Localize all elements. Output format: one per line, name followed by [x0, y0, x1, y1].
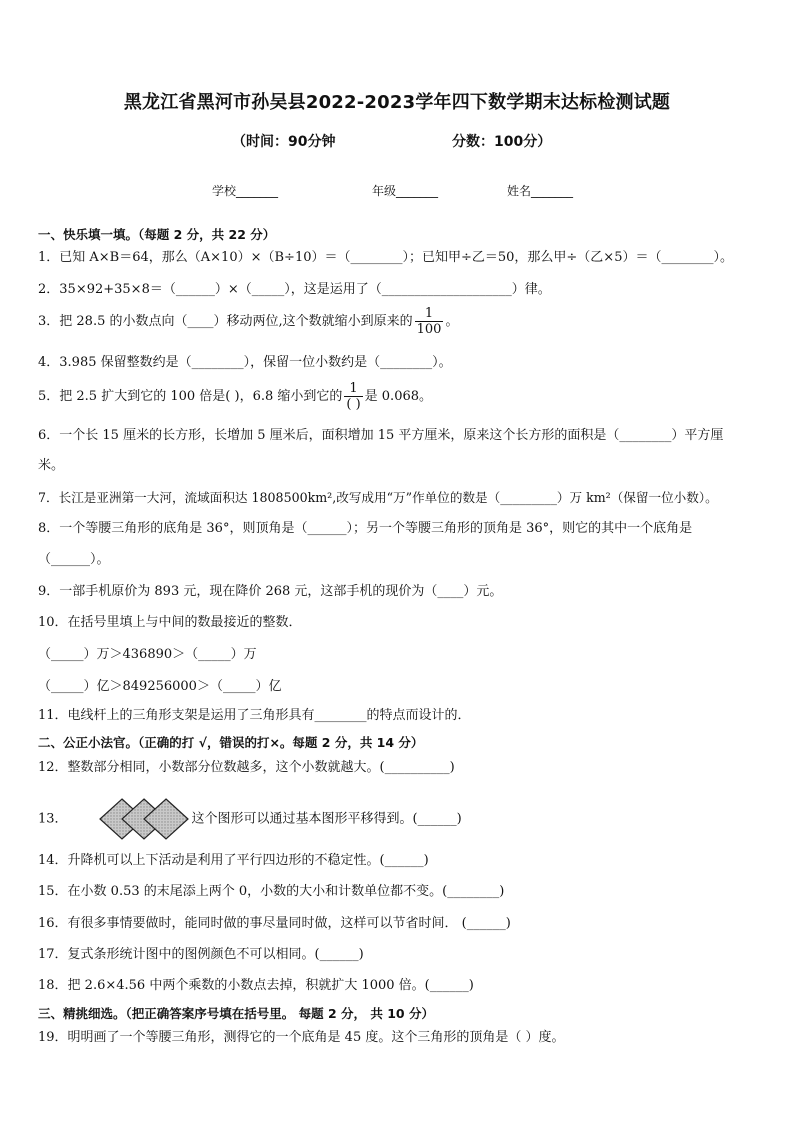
question-3-end: 。: [445, 314, 459, 329]
question-13-number: 13．: [38, 811, 68, 827]
total-score: 分数：100分）: [452, 134, 552, 150]
question-1: 1．已知 A×B＝64，那么（A×10）×（B÷10）＝（________）；已知甲÷乙＝50，那么甲÷（乙×5）＝（________）。: [38, 250, 733, 265]
question-2: 2．35×92+35×8＝（______）×（_____），这是运用了（____________________）律。: [38, 282, 551, 297]
question-5: [38, 381, 432, 412]
fraction-1-100: [415, 306, 444, 337]
fraction-numerator: 1: [349, 381, 358, 396]
question-7: 7．长江是亚洲第一大河，流域面积达 1808500km²,改写成用“万”作单位的数是（_________）万 km²（保留一位小数）。: [38, 490, 718, 505]
question-10: 10．在括号里填上与中间的数最接近的整数．: [38, 615, 302, 630]
question-14: 14．升降机可以上下活动是利用了平行四边形的不稳定性。(______): [38, 853, 429, 868]
question-18: 18．把 2.6×4.56 中两个乘数的小数点去掉，积就扩大 1000 倍。(______): [38, 978, 474, 993]
question-19: 19．明明画了一个等腰三角形，测得它的一个底角是 45 度。这个三角形的顶角是（ ）度。: [38, 1030, 565, 1045]
question-15: 15．在小数 0.53 的末尾添上两个 0，小数的大小和计数单位都不变。(________): [38, 884, 505, 899]
fraction-numerator: 1: [424, 306, 434, 321]
question-11: 11．电线杆上的三角形支架是运用了三角形具有________的特点而设计的．: [38, 708, 471, 723]
question-16: 16．有很多事情要做时，能同时做的事尽量同时做，这样可以节省时间． (______): [38, 916, 511, 931]
section-heading-1: 一、快乐填一填。（每题 2 分，共 22 分）: [38, 227, 276, 242]
question-5-text: 5．把 2.5 扩大到它的 100 倍是( )，6.8 缩小到它的: [38, 389, 343, 404]
fraction-1-blank: [344, 381, 362, 412]
fraction-denominator: ( ): [346, 397, 361, 412]
question-3-text: 3．把 28.5 的小数点向（____）移动两位,这个数就缩小到原来的: [38, 314, 413, 329]
name-field[interactable]: 姓名_______: [507, 184, 574, 198]
question-3: [38, 306, 458, 337]
page-title: 黑龙江省黑河市孙吴县2022-2023学年四下数学期末达标检测试题: [123, 92, 671, 113]
question-6: 6．一个长 15 厘米的长方形，长增加 5 厘米后，面积增加 15 平方厘米，原来这个长方形的面积是（________）平方厘: [38, 428, 724, 443]
question-13-text: 这个图形可以通过基本图形平移得到。(______): [191, 811, 462, 827]
question-10-part-a: （_____）万＞436890＞（_____）万: [38, 647, 257, 662]
question-4: 4．3.985 保留整数约是（________），保留一位小数约是（________）。: [38, 355, 452, 370]
overlapping-diamonds-icon: [98, 797, 190, 841]
question-17: 17．复式条形统计图中的图例颜色不可以相同。(______): [38, 947, 364, 962]
question-9: 9．一部手机原价为 893 元，现在降价 268 元，这部手机的现价为（____）元。: [38, 584, 503, 599]
section-heading-2: 二、公正小法官。（正确的打 √，错误的打×。每题 2 分，共 14 分）: [38, 735, 424, 750]
fraction-denominator: 100: [416, 322, 442, 337]
question-13: [38, 797, 462, 841]
question-12: 12．整数部分相同，小数部分位数越多，这个小数就越大。(__________): [38, 760, 455, 775]
question-5-end: 是 0.068。: [364, 389, 433, 404]
question-6-continued: 米。: [38, 458, 65, 473]
school-field[interactable]: 学校_______: [212, 184, 279, 198]
question-10-part-b: （_____）亿＞849256000＞（_____）亿: [38, 679, 282, 694]
section-heading-3: 三、精挑细选。（把正确答案序号填在括号里。 每题 2 分， 共 10 分）: [38, 1006, 434, 1021]
time-limit: （时间：90分钟: [232, 134, 336, 150]
grade-field[interactable]: 年级_______: [372, 184, 439, 198]
question-8: 8．一个等腰三角形的底角是 36°，则顶角是（______）；另一个等腰三角形的顶角是 36°，则它的其中一个底角是: [38, 521, 693, 536]
question-8-continued: （______）。: [38, 552, 110, 567]
